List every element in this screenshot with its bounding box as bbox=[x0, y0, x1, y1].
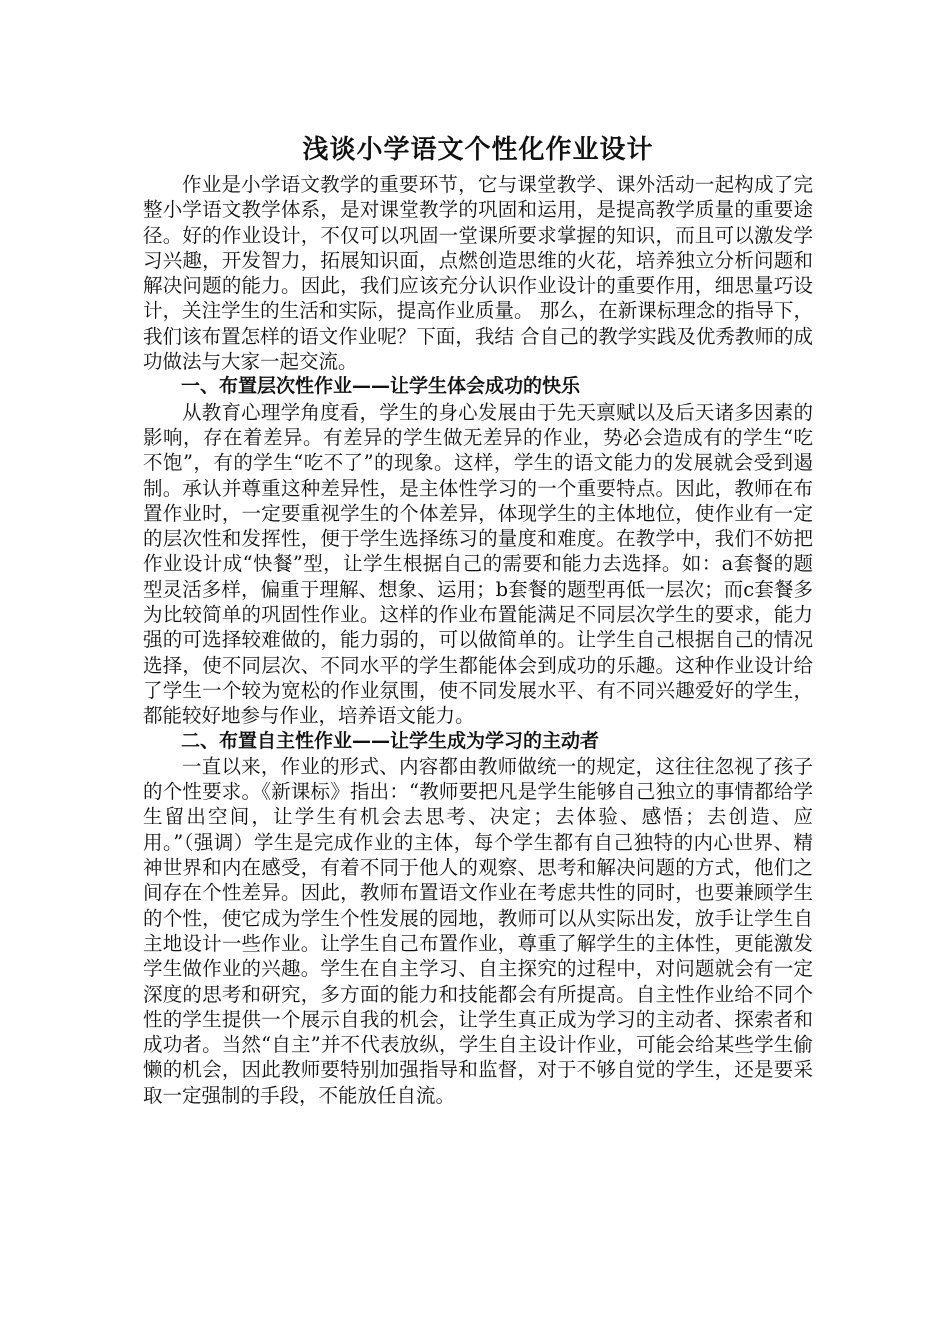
section-body: 一直以来，作业的形式、内容都由教师做统一的规定，这往往忽视了孩子的个性要求。《新课标》指出：“教师要把凡是学生能够自己独立的事情都给学生留出空间，让学生有机会去思考、决定；去体验、感悟；去创造、应用。”（强调）学生是完成作业的主体，每个学生都有自己独特的内心世界、精神世界和内在感受，有着不同于他人的观察、思考和解决问题的方式，他们之间存在个性差异。因此，教师布置语文作业在考虑共性的同时，也要兼顾学生的个性，使它成为学生个性发展的园地，教师可以从实际出发，放手让学生自主地设计一些作业。让学生自己布置作业，尊重了解学生的主体性，更能激发学生做作业的兴趣。学生在自主学习、自主探究的过程中，对问题就会有一定深度的思考和研究，多方面的能力和技能都会有所提高。自主性作业给不同个性的学生提供一个展示自我的机会，让学生真正成为学习的主动者、探索者和成功者。当然“自主”并不代表放纵，学生自主设计作业，可能会给某些学生偷懒的机会，因此教师要特别加强指导和监督，对于不够自觉的学生，还是要采取一定强制的手段，不能放任自流。 bbox=[143, 754, 813, 1107]
section-body: 从教育心理学角度看，学生的身心发展由于先天禀赋以及后天诸多因素的影响，存在着差异。有差异的学生做无差异的作业，势必会造成有的学生“吃不饱”，有的学生“吃不了”的现象。这样，学生的语文能力的发展就会受到遏制。承认并尊重这种差异性，是主体性学习的一个重要特点。因此，教师在布置作业时，一定要重视学生的个体差异，体现学生的主体地位，使作业有一定的层次性和发挥性，便于学生选择练习的量度和难度。在教学中，我们不妨把作业设计成“快餐”型，让学生根据自己的需要和能力去选择。如：a套餐的题型灵活多样，偏重于理解、想象、运用；b套餐的题型再低一层次；而c套餐多为比较简单的巩固性作业。这样的作业布置能满足不同层次学生的要求，能力强的可选择较难做的，能力弱的，可以做简单的。让学生自己根据自己的情况选择，使不同层次、不同水平的学生都能体会到成功的乐趣。这种作业设计给了学生一个较为宽松的作业氛围，使不同发展水平、有不同兴趣爱好的学生，都能较好地参与作业，培养语文能力。 bbox=[143, 400, 813, 728]
document-page bbox=[143, 128, 813, 1108]
section-heading: 一、布置层次性作业——让学生体会成功的快乐 bbox=[181, 375, 581, 398]
document-title: 浅谈小学语文个性化作业设计 bbox=[302, 135, 654, 165]
intro-paragraph: 作业是小学语文教学的重要环节，它与课堂教学、课外活动一起构成了完整小学语文教学体系，是对课堂教学的巩固和运用，是提高教学质量的重要途径。好的作业设计，不仅可以巩固一堂课所要求掌握的知识，而且可以激发学习兴趣，开发智力，拓展知识面，点燃创造思维的火花，培养独立分析问题和解决问题的能力。因此，我们应该充分认识作业设计的重要作用，细思量巧设计，关注学生的生活和实际，提高作业质量。 那么，在新课标理念的指导下，我们该布置怎样的语文作业呢？下面，我结 合自己的教学实践及优秀教师的成功做法与大家一起交流。 bbox=[143, 173, 813, 374]
section-heading: 二、布置自主性作业——让学生成为学习的主动者 bbox=[181, 729, 600, 752]
